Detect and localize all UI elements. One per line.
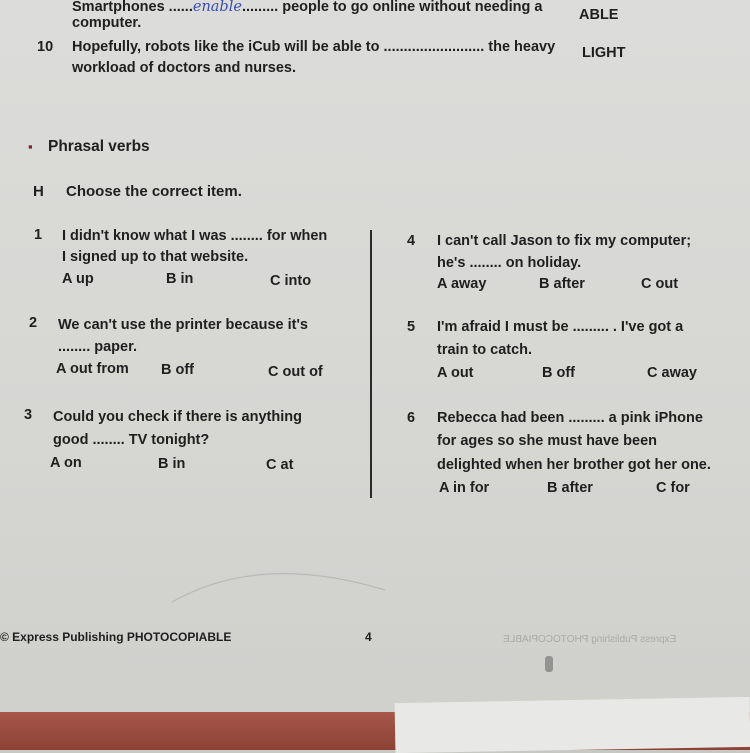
question-number: 1 <box>34 227 43 243</box>
question-text-line: I didn't know what I was ........ for when <box>62 228 328 244</box>
question-text-line: I'm afraid I must be ......... . I've got a <box>437 319 684 335</box>
question-text-line: We can't use the printer because it's <box>58 317 308 333</box>
option-c[interactable]: C out of <box>268 364 323 380</box>
option-b[interactable]: B after <box>547 480 593 496</box>
option-b[interactable]: B in <box>166 271 194 287</box>
section-bullet-icon: ▪ <box>28 139 33 154</box>
item9-line2: computer. <box>72 15 142 31</box>
question-text-line: for ages so she must have been <box>437 433 657 449</box>
question-number: 5 <box>407 319 416 335</box>
question-text-line: ........ paper. <box>58 339 137 355</box>
bleed-through-text: Express Publishing PHOTOCOPIABLE <box>503 634 677 645</box>
option-a[interactable]: A in for <box>439 480 490 496</box>
option-a[interactable]: A up <box>62 271 94 287</box>
question-text-line: he's ........ on holiday. <box>437 255 582 271</box>
option-b[interactable]: B off <box>542 365 576 381</box>
question-number: 6 <box>407 410 416 426</box>
option-c[interactable]: C at <box>266 457 294 473</box>
exercise-letter: H <box>33 183 44 200</box>
option-a[interactable]: A out <box>437 365 474 381</box>
column-divider <box>370 230 372 498</box>
option-c[interactable]: C into <box>270 273 312 289</box>
exercise-instruction: Choose the correct item. <box>66 183 242 200</box>
underlying-paper <box>395 697 750 753</box>
option-c[interactable]: C away <box>647 365 697 381</box>
question-text-line: delighted when her brother got her one. <box>437 457 711 473</box>
item9-line1 <box>72 0 542 16</box>
option-a[interactable]: A on <box>50 455 82 471</box>
option-c[interactable]: C for <box>656 480 690 496</box>
section-title: Phrasal verbs <box>48 138 150 155</box>
handwritten-answer: enable <box>192 0 242 15</box>
item9-keyword: ABLE <box>579 7 619 23</box>
question-text-line: Could you check if there is anything <box>53 409 302 425</box>
option-b[interactable]: B off <box>161 362 195 378</box>
option-c[interactable]: C out <box>641 276 679 292</box>
item9-prefix: Smartphones ...... <box>72 0 193 15</box>
option-b[interactable]: B after <box>539 276 585 292</box>
publisher-footer: © Express Publishing PHOTOCOPIABLE <box>0 630 232 644</box>
option-a[interactable]: A out from <box>56 361 129 377</box>
question-number: 4 <box>407 233 416 249</box>
item10-line2: workload of doctors and nurses. <box>72 60 296 76</box>
question-text-line: train to catch. <box>437 342 533 358</box>
question-text-line: good ........ TV tonight? <box>53 432 210 448</box>
question-text-line: Rebecca had been ......... a pink iPhone <box>437 410 703 426</box>
paper-crease <box>170 560 390 620</box>
question-text-line: I signed up to that website. <box>62 249 249 265</box>
question-number: 2 <box>29 315 38 331</box>
item10-number: 10 <box>37 39 54 55</box>
item10-line1: Hopefully, robots like the iCub will be able to ......................... the heavy <box>72 39 556 55</box>
ink-smudge <box>545 656 553 672</box>
question-number: 3 <box>24 407 33 423</box>
page-number: 4 <box>365 630 372 644</box>
option-b[interactable]: B in <box>158 456 186 472</box>
question-text-line: I can't call Jason to fix my computer; <box>437 233 692 249</box>
item9-suffix: ......... people to go online without needing a <box>241 0 543 15</box>
item10-keyword: LIGHT <box>582 45 626 61</box>
option-a[interactable]: A away <box>437 276 487 292</box>
